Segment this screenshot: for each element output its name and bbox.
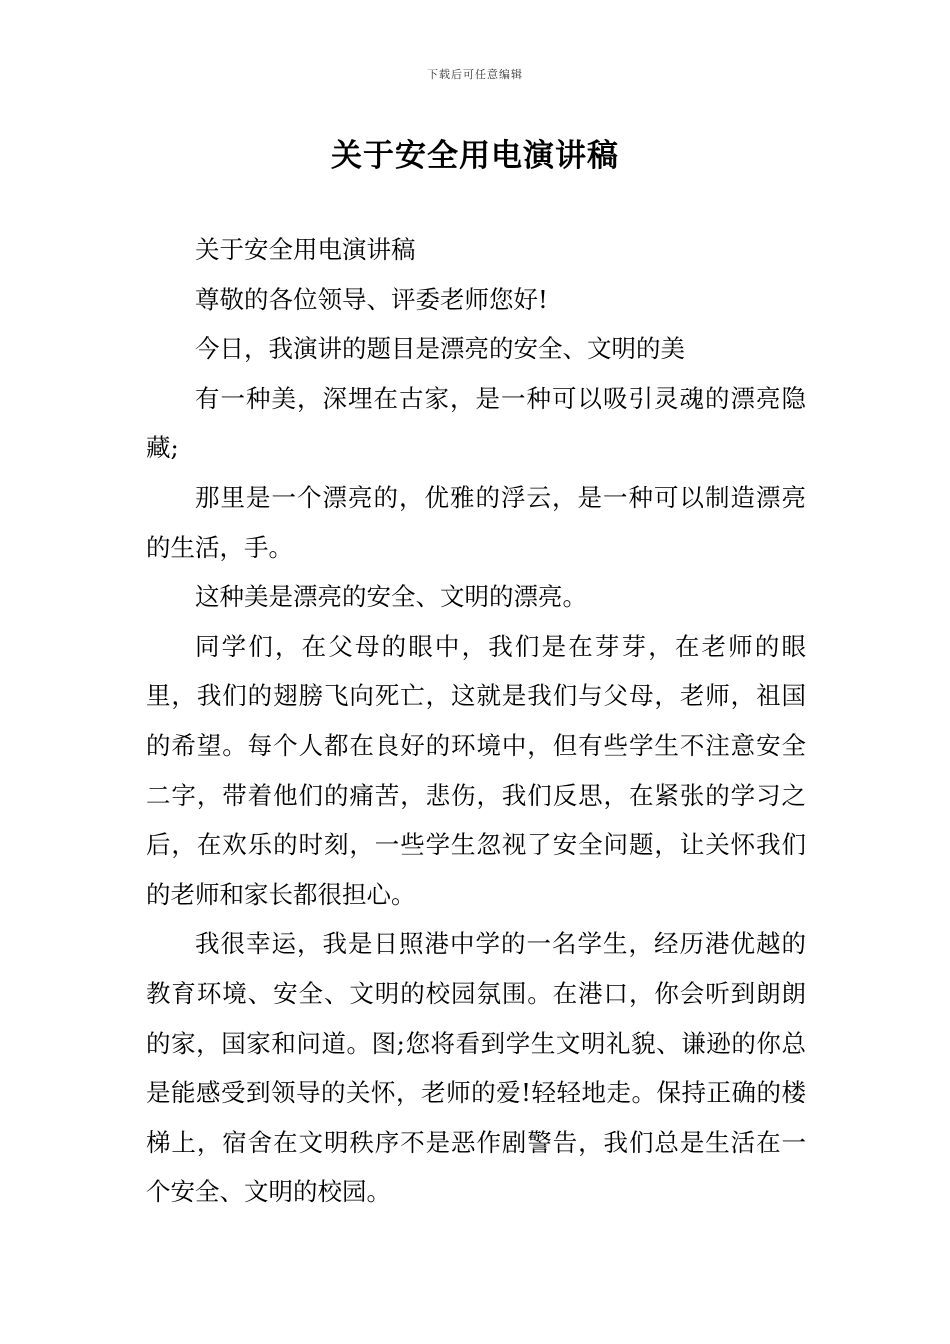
paragraph: 这种美是漂亮的安全、文明的漂亮。 <box>195 582 587 612</box>
paragraph: 尊敬的各位领导、评委老师您好! <box>195 284 548 314</box>
document-title: 关于安全用电演讲稿 <box>331 138 619 174</box>
paragraph: 同学们，在父母的眼中，我们是在芽芽，在老师的眼里，我们的翅膀飞向死亡，这就是我们与父母，老师，祖国的希望。每个人都在良好的环境中，但有些学生不注意安全二字，带着他们的痛苦，悲伤，我们反思，在紧张的学习之后，在欢乐的时刻，一些学生忽视了安全问题，让关怀我们的老师和家长都很担心。 <box>146 631 806 909</box>
paragraph: 我很幸运，我是日照港中学的一名学生，经历港优越的教育环境、安全、文明的校园氛围。在港口，你会听到朗朗的家，国家和问道。图;您将看到学生文明礼貌、谦逊的你总是能感受到领导的关怀，老师的爱!轻轻地走。保持正确的楼梯上，宿舍在文明秩序不是恶作剧警告，我们总是生活在一个安全、文明的校园。 <box>146 929 806 1207</box>
paragraph: 今日，我演讲的题目是漂亮的安全、文明的美 <box>195 334 685 364</box>
paragraph: 那里是一个漂亮的，优雅的浮云，是一种可以制造漂亮的生活，手。 <box>146 482 806 562</box>
paragraph: 关于安全用电演讲稿 <box>195 235 416 264</box>
document-body <box>146 225 806 1217</box>
paragraph: 有一种美，深埋在古家，是一种可以吸引灵魂的漂亮隐藏; <box>146 383 806 463</box>
header-note: 下载后可任意编辑 <box>427 68 523 81</box>
